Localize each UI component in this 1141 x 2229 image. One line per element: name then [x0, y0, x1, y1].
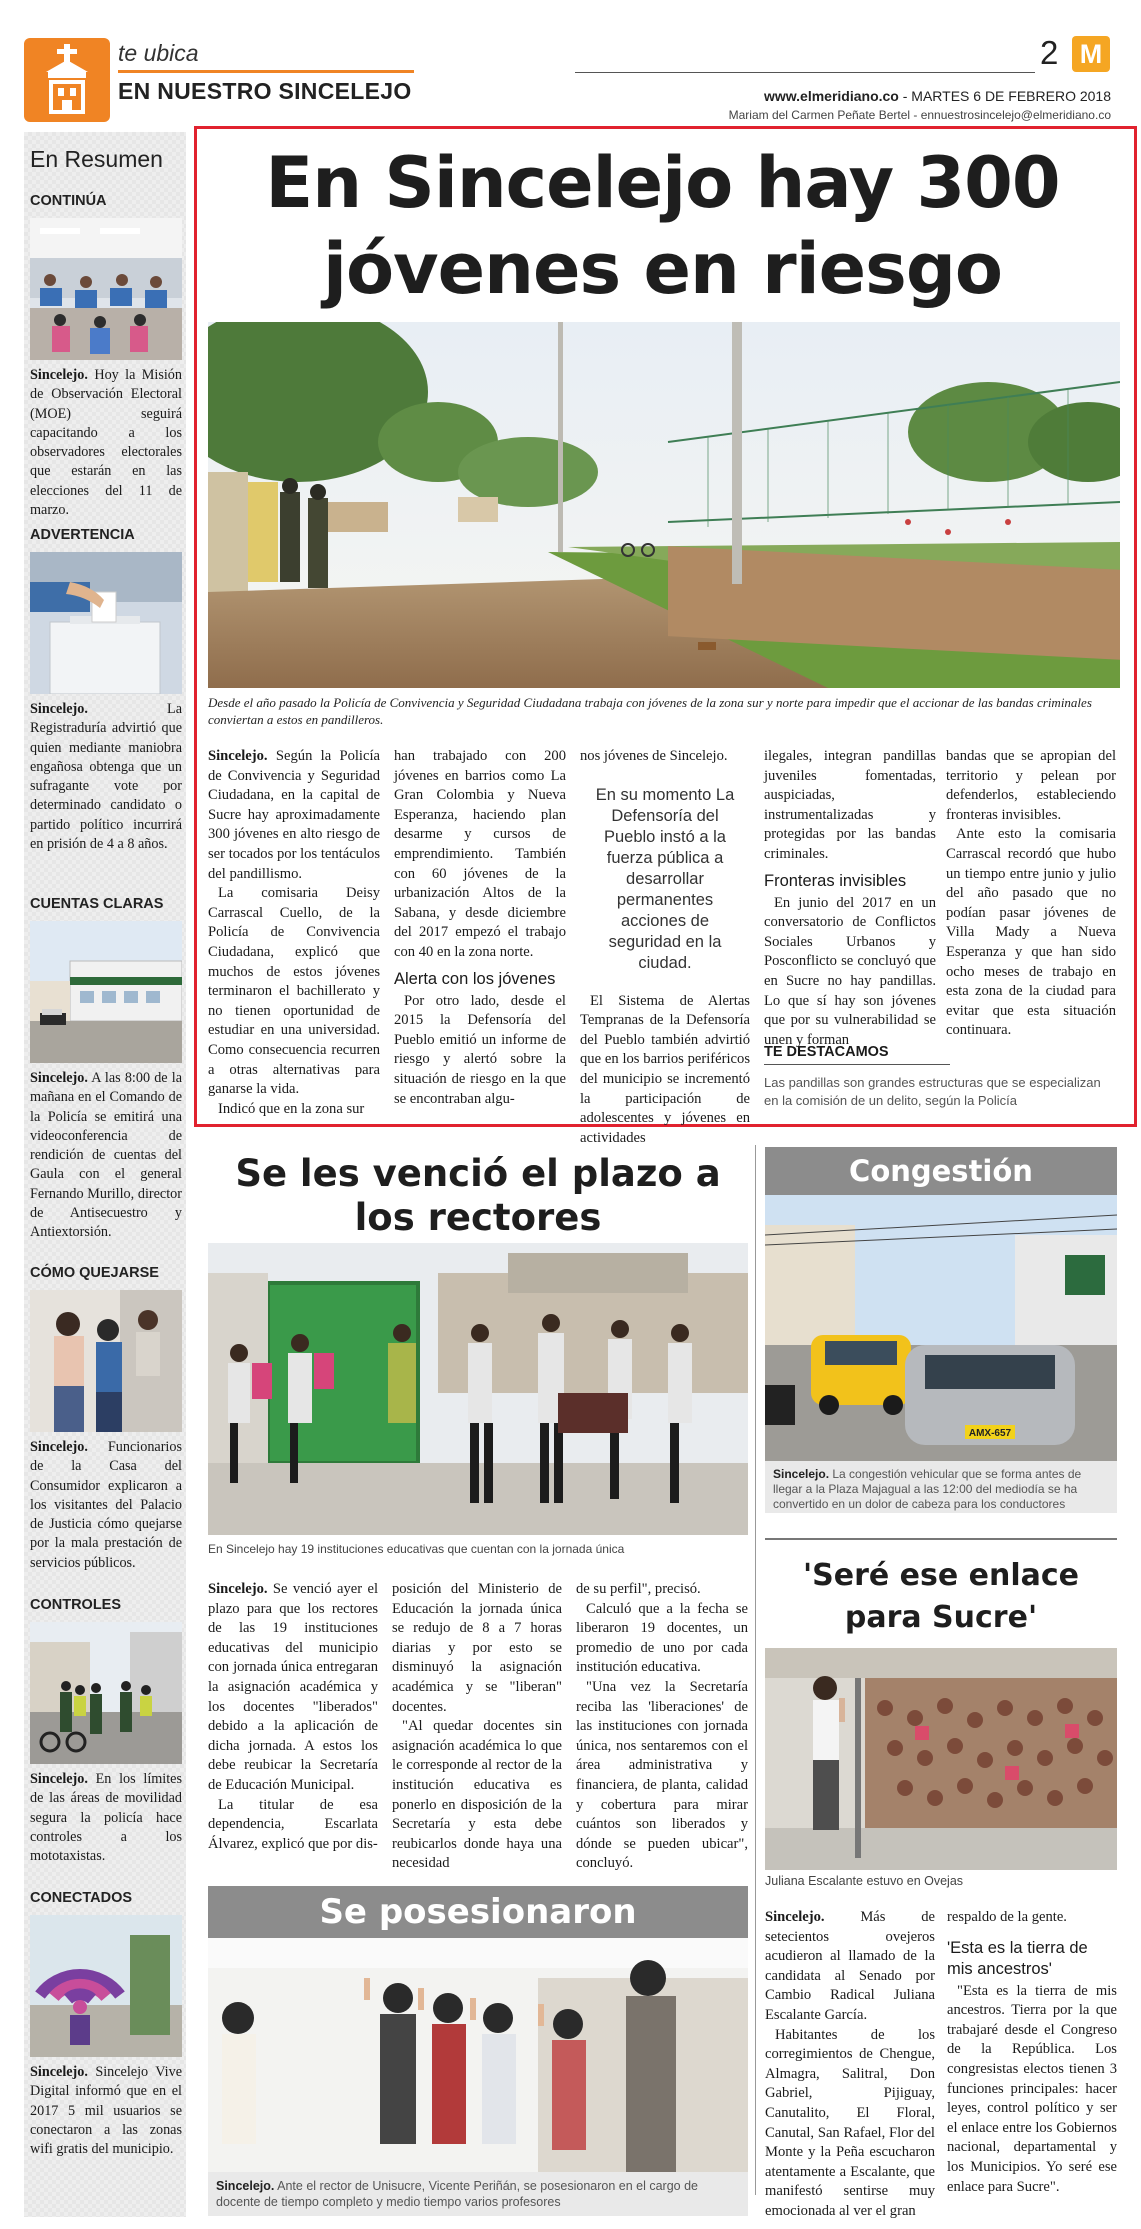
body-paragraph: han trabajado con 200 jóvenes en barrios como La Gran Colombia y Nueva Esperanza, haciendo plan desarme y cursos de emprendimiento. También con 60 jóvenes de la urbanización Altos de la Sabana, y desde diciembre del 2017 empezó el trabajo con 40 en la zona norte.: [394, 748, 566, 960]
summary-text: [30, 2063, 182, 2159]
summary-heading: CUENTAS CLARAS: [30, 896, 164, 912]
rectors-column-3: [576, 1580, 748, 1874]
congestion-banner: Congestión: [765, 1147, 1117, 1195]
dateline: Sincelejo.: [216, 2179, 275, 2193]
summary-item: [30, 893, 182, 1243]
summary-text: [30, 1438, 182, 1573]
body-paragraph: Indicó que en la zona sur: [218, 1100, 365, 1117]
subheading: Alerta con los jóvenes: [394, 969, 556, 988]
posesionaron-photo-oath: [208, 1938, 748, 2172]
dateline: Sincelejo.: [773, 1467, 830, 1481]
feature-column-4: [764, 747, 936, 1050]
summary-photo-ballot-box: [30, 552, 182, 694]
header-rule: [575, 72, 1035, 73]
congestion-photo-traffic: [765, 1195, 1117, 1461]
summary-heading: CONTROLES: [30, 1597, 122, 1613]
summary-heading: CÓMO QUEJARSE: [30, 1265, 159, 1281]
posesionaron-banner: Se posesionaron: [208, 1886, 748, 1938]
dateline: Sincelejo.: [765, 1909, 825, 1925]
body-paragraph: "Al quedar docentes sin asignación académica lo que le corresponde al rector de la institución educativa es ponerlo en disposición de la Secretaría y esta debe reubicarlos donde haya una necesidad: [392, 1718, 562, 1872]
brand-logo: M: [1072, 36, 1110, 72]
body-paragraph: Habitantes de los corregimientos de Chengue, Almagra, Salitral, Don Gabriel, Pijiguay, Canutalito, El Floral, Canutal, San Rafael, Flor del Monte y la Peña escucharon atentamente a Escalante, que manifestó sentirse muy emocionada al ver el gran: [765, 2026, 935, 2219]
caption-text: La congestión vehicular que se forma antes de llegar a la Plaza Majagual a las 12:00 del mediodía se ha convertido en un dolor de cabeza para los conductores: [773, 1467, 1082, 1511]
feature-column-2: [394, 747, 566, 1109]
candidate-headline: 'Seré ese enlace para Sucre': [802, 1558, 1080, 1635]
kicker-rule: [118, 70, 414, 73]
summary-photo-consumer-office: [30, 1290, 182, 1432]
candidate-column-2: [947, 1908, 1117, 2197]
candidate-photo-rally: [765, 1648, 1117, 1870]
rectors-photo-students: [208, 1243, 748, 1535]
body-paragraph: Más de setecientos ovejeros acudieron al llamado de la candidata al Senado por Cambio Radical Juliana Escalante García.: [765, 1909, 935, 2023]
summary-text: [30, 366, 182, 520]
body-paragraph: bandas que se apropian del territorio y pelean por defenderlos, estableciendo fronteras invisibles.: [946, 748, 1116, 823]
body-paragraph: El Sistema de Alertas Tempranas de la Defensoría del Pueblo también advirtió que en los barrios periféricos del municipio se incrementó la participación de adolescentes y jóvenes en actividades: [580, 992, 750, 1146]
section-kicker: te ubica: [118, 40, 199, 66]
dateline: Sincelejo.: [208, 1581, 268, 1597]
body-paragraph: respaldo de la gente.: [947, 1909, 1067, 1925]
section-divider: [765, 1538, 1117, 1540]
dateline: Sincelejo.: [208, 748, 268, 764]
pull-quote: En su momento La Defensoría del Pueblo instó a la fuerza pública a desarrollar permanentes acciones de seguridad en la ciudad.: [595, 785, 735, 972]
caption-text: Ante el rector de Unisucre, Vicente Periñán, se posesionaron en el cargo de docente de tiempo completo y medio tiempo varios profesores: [216, 2179, 698, 2209]
column-divider: [755, 1145, 756, 2195]
summary-item: [30, 524, 182, 854]
body-paragraph: La titular de esa dependencia, Escarlata Álvarez, explicó que por dis-: [208, 1796, 378, 1852]
dateline: Sincelejo.: [30, 1070, 88, 1086]
feature-column-1: [208, 747, 380, 1119]
dateline: Sincelejo.: [30, 1439, 88, 1455]
summary-body: En los límites de las áreas de movilidad segura la policía hace controles a los mototaxistas.: [30, 1771, 182, 1865]
summary-photo-wifi-sign: [30, 1915, 182, 2057]
body-paragraph: ilegales, integran pandillas juveniles fomentadas, auspiciadas, instrumentalizadas y protegidas por las bandas criminales.: [764, 748, 936, 862]
summary-item: [30, 1594, 182, 1866]
featured-photo-police-street: [208, 322, 1120, 688]
summary-heading: CONECTADOS: [30, 1890, 133, 1906]
subheading: 'Esta es la tierra de mis ancestros': [947, 1938, 1088, 1978]
dateline: Sincelejo.: [30, 2064, 88, 2080]
section-logo: [24, 38, 110, 122]
section-title: EN NUESTRO SINCELEJO: [118, 78, 412, 104]
summary-body: Sincelejo Vive Digital informó que en el 2017 5 mil usuarios se conectaron a las zonas wifi gratis del municipio.: [30, 2064, 182, 2158]
rectors-photo-caption: En Sincelejo hay 19 instituciones educativas que cuentan con la jornada única: [208, 1542, 625, 1556]
summary-heading: CONTINÚA: [30, 193, 107, 209]
license-plate: AMX-657: [968, 1428, 1012, 1439]
body-paragraph: Calculó que a la fecha se liberaron 19 docentes, un promedio de uno por cada institución educativa.: [576, 1600, 748, 1676]
sidebar-title: En Resumen: [30, 146, 163, 172]
edition-date: - MARTES 6 DE FEBRERO 2018: [898, 88, 1111, 104]
body-paragraph: "Una vez la Secretaría reciba las 'liberaciones' de las instituciones con jornada única, nos sentaremos con el área administrativa y financiera, de planta, calidad y cobertura para mirar cuántos son liberados y dónde se pueden ubicar", concluyó.: [576, 1678, 748, 1872]
body-paragraph: Según la Policía de Convivencia y Seguridad Ciudadana, en la capital de Sucre hay aproximadamente 300 jóvenes en alto riesgo de ser tocados por los tentáculos del pandillismo.: [208, 748, 380, 882]
site-url[interactable]: www.elmeridiano.co: [764, 88, 899, 104]
body-paragraph: nos jóvenes de Sincelejo.: [580, 748, 728, 764]
site-dateline: [764, 88, 1111, 104]
summary-body: La Registraduría advirtió que quien mediante maniobra engañosa obtenga que un sufragante vote por determinado candidato o partido político incurrirá en prisión de 4 a 8 años.: [30, 701, 182, 853]
rectors-headline: Se les venció el plazo a los rectores: [235, 1152, 721, 1239]
summary-photo-classroom: [30, 218, 182, 360]
body-paragraph: La comisaria Deisy Carrascal Cuello, de la Policía de Convivencia Ciudadana, explicó que muchos de estos jóvenes terminaron el bachillerato y no tienen oportunidad de estudiar en una universidad. Como consecuencia recurren a otras alternativas para ganarse la vida.: [208, 885, 380, 1098]
summary-item: [30, 1262, 182, 1573]
summary-item: [30, 190, 182, 520]
dateline: Sincelejo.: [30, 1771, 88, 1787]
summary-text: [30, 700, 182, 854]
summary-photo-police-building: [30, 921, 182, 1063]
candidate-column-1: [765, 1908, 935, 2222]
summary-heading: ADVERTENCIA: [30, 527, 135, 543]
dateline: Sincelejo.: [30, 367, 88, 383]
featured-headline: En Sincelejo hay 300 jóvenes en riesgo: [265, 142, 1060, 310]
dateline: Sincelejo.: [30, 701, 88, 717]
body-paragraph: posición del Ministerio de Educación la jornada única se redujo de 8 a 7 horas diarias y por esto se disminuyó la asignación académica y se "liberan" docentes.: [392, 1581, 562, 1715]
feature-column-5: [946, 747, 1116, 1041]
summary-photo-traffic-control: [30, 1622, 182, 1764]
summary-item: [30, 1887, 182, 2159]
candidate-photo-caption: Juliana Escalante estuvo en Ovejas: [765, 1874, 964, 1888]
summary-text: [30, 1770, 182, 1866]
body-paragraph: Ante esto la comisaria Carrascal recordó que hubo un tiempo entre junio y julio del año pasado que no podían pasar jóvenes de Villa Mady a Nueva Esperanza y que han sido ocho meses de trabajo en esta zona de la ciudad para evitar que esta situación continuara.: [946, 826, 1116, 1039]
author-line: Mariam del Carmen Peñate Bertel - ennuestrosincelejo@elmeridiano.co: [728, 108, 1111, 122]
highlight-label: TE DESTACAMOS: [764, 1044, 950, 1065]
summary-text: [30, 1069, 182, 1243]
highlight-text: Las pandillas son grandes estructuras que se especializan en la comisión de un delito, según la Policía: [764, 1075, 1101, 1108]
church-icon: [24, 38, 110, 122]
posesionaron-caption: [208, 2172, 748, 2216]
body-paragraph: En junio del 2017 en un conversatorio de Conflictos Sociales Urbanos y Posconflicto se concluyó que en Sucre no hay pandillas. Lo que sí hay son jóvenes que por su vulnerabilidad se unen y forman: [764, 894, 936, 1048]
body-paragraph: Por otro lado, desde el 2015 la Defensoría del Pueblo emitió un informe de riesgo y alertó sobre la situación de riesgo en la que se encontraban algu-: [394, 992, 566, 1107]
page-number: 2: [1040, 34, 1059, 71]
summary-body: A las 8:00 de la mañana en el Comando de la Policía se emitirá una videoconferencia de rendición de cuentas del Gaula con el general Fernando Murillo, director de Antisecuestro y Antiextorsión.: [30, 1070, 182, 1241]
body-paragraph: de su perfil", precisó.: [576, 1581, 701, 1597]
summary-body: Funcionarios de la Casa del Consumidor explicaron a los visitantes del Palacio de Justicia cómo quejarse por la mala prestación de servicios públicos.: [30, 1439, 182, 1571]
congestion-caption: [765, 1461, 1117, 1513]
rectors-column-2: [392, 1580, 562, 1874]
featured-photo-caption: Desde el año pasado la Policía de Convivencia y Seguridad Ciudadana trabaja con jóvenes de la zona sur y norte para impedir que el accionar de las bandas criminales conviertan a estos en pandilleros.: [208, 695, 1092, 727]
summary-body: Hoy la Misión de Observación Electoral (MOE) seguirá capacitando a los observadores electorales que estarán en las elecciones del 11 de marzo.: [30, 367, 182, 519]
feature-column-3: [580, 747, 750, 1148]
rectors-column-1: [208, 1580, 378, 1854]
subheading: Fronteras invisibles: [764, 871, 907, 890]
body-paragraph: "Esta es la tierra de mis ancestros. Tierra por la que trabajaré desde el Congreso de la República. Los congresistas electos tienen 3 funciones principales: hacer leyes, control político y ser el enlace entre los Gobiernos nacional, departamental y los Municipios. Yo seré ese enlace para Sucre".: [947, 1982, 1117, 2195]
body-paragraph: Se venció ayer el plazo para que los rectores de las 19 instituciones educativas del municipio con jornada única entregaran la asignación académica y los docentes "liberados" debido a la aplicación de dicha jornada. A estos los debe reubicar la Secretaría de Educación Municipal.: [208, 1581, 378, 1793]
